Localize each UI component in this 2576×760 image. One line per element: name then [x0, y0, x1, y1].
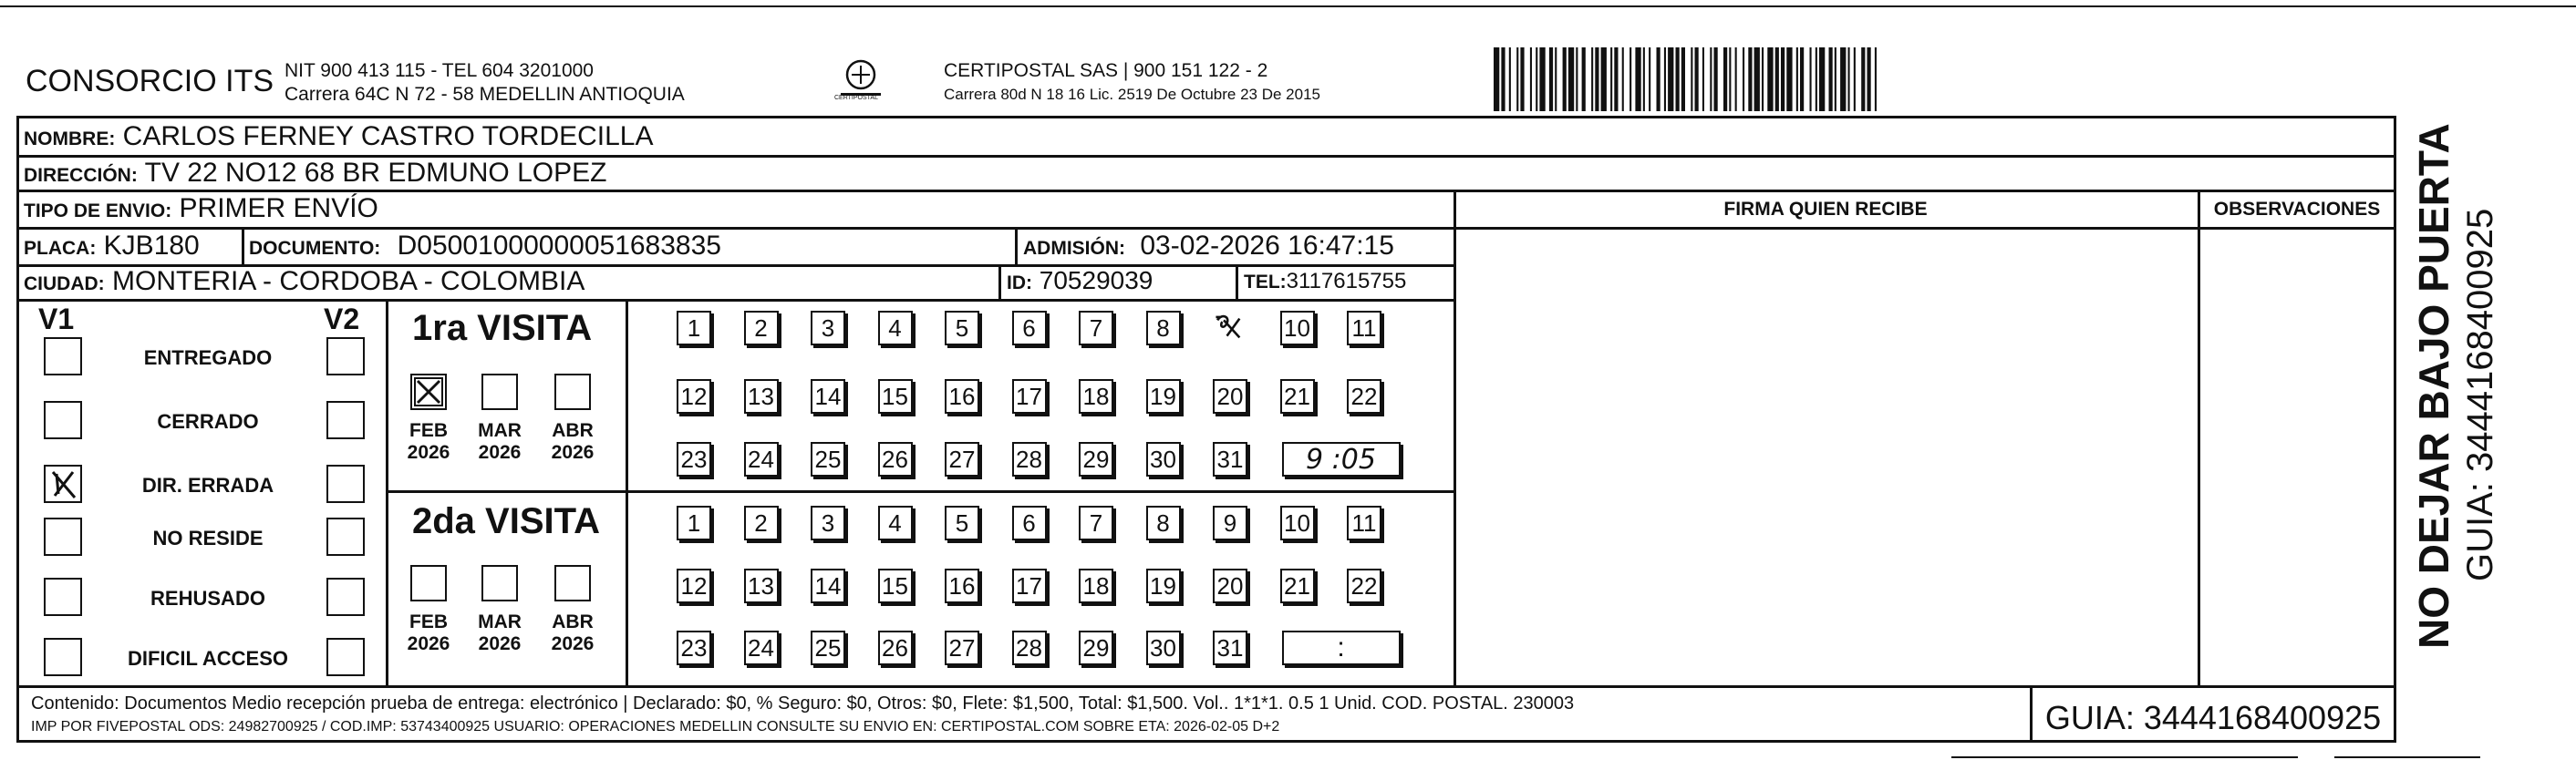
day-box[interactable] [1213, 379, 1247, 414]
company-address: Carrera 64C N 72 - 58 MEDELLIN ANTIOQUIA [284, 84, 685, 105]
id-value: 70529039 [1039, 266, 1154, 294]
day-box[interactable] [811, 506, 845, 540]
day-box[interactable] [878, 631, 913, 665]
day-box[interactable] [1012, 631, 1047, 665]
nombre-label: NOMBRE: [24, 128, 116, 149]
barcode [1494, 47, 2223, 111]
status-label: DIR. ERRADA [141, 474, 274, 497]
day-box[interactable] [1213, 311, 1247, 345]
v1-checkbox[interactable] [44, 465, 82, 503]
month-label: FEB [409, 611, 448, 632]
year-label: 2026 [551, 633, 595, 654]
company-name: CONSORCIO ITS [26, 64, 274, 98]
day-number: 13 [748, 571, 774, 600]
day-box[interactable] [677, 631, 711, 665]
day-number: 15 [882, 382, 908, 410]
day-number: 12 [680, 571, 708, 600]
day-number: 20 [1216, 382, 1244, 410]
day-number: 10 [1284, 508, 1310, 537]
day-box[interactable] [677, 569, 711, 603]
day-box[interactable] [878, 506, 913, 540]
admision-label: ADMISIÓN: [1023, 238, 1125, 259]
tipo-envio-value: PRIMER ENVÍO [179, 193, 378, 223]
handwritten-x-mark-icon [46, 467, 82, 503]
placa-value: KJB180 [103, 231, 200, 261]
day-box[interactable] [1280, 506, 1315, 540]
day-box[interactable] [945, 506, 979, 540]
day-box[interactable] [1012, 379, 1047, 414]
carrier-address: Carrera 80d N 18 16 Lic. 2519 De Octubre 23 De 2015 [944, 86, 1320, 103]
day-number: 3 [821, 313, 835, 342]
day-box[interactable] [1347, 311, 1381, 345]
month-checkbox[interactable] [410, 374, 447, 410]
v2-checkbox[interactable] [326, 337, 365, 375]
day-box[interactable] [1079, 631, 1113, 665]
day-number: 20 [1216, 571, 1244, 600]
admision-value: 03-02-2026 16:47:15 [1140, 231, 1394, 261]
v1-label: V1 [38, 303, 75, 335]
day-number: 29 [1082, 633, 1110, 662]
time-box[interactable] [1282, 442, 1401, 477]
day-number: 15 [882, 571, 908, 600]
handwritten-mark-icon [1213, 310, 1247, 346]
day-box[interactable] [677, 311, 711, 345]
day-number: 23 [680, 633, 708, 662]
month-checkbox[interactable] [481, 565, 518, 601]
day-number: 30 [1150, 633, 1176, 662]
day-number: 16 [948, 382, 976, 410]
day-number: 21 [1284, 571, 1310, 600]
day-box[interactable] [744, 569, 779, 603]
day-box[interactable] [1146, 506, 1181, 540]
day-box[interactable] [1012, 311, 1047, 345]
day-number: 1 [687, 313, 701, 342]
day-number: 14 [814, 382, 842, 410]
day-box[interactable] [677, 442, 711, 477]
day-number: 22 [1350, 382, 1378, 410]
v1-checkbox[interactable] [44, 638, 82, 676]
visit1-title: 1ra VISITA [412, 308, 593, 348]
day-number: 2 [754, 313, 768, 342]
visit2-title: 2da VISITA [412, 501, 600, 541]
day-number: 6 [1022, 313, 1036, 342]
day-box[interactable] [1012, 506, 1047, 540]
v2-checkbox[interactable] [326, 465, 365, 503]
day-box[interactable] [811, 379, 845, 414]
day-number: 4 [888, 508, 902, 537]
status-label: DIFICIL ACCESO [127, 647, 288, 670]
month-label: MAR [478, 420, 522, 441]
day-number: 14 [814, 571, 842, 600]
day-number: 16 [948, 571, 976, 600]
v2-checkbox[interactable] [326, 401, 365, 439]
day-box[interactable] [677, 379, 711, 414]
day-number: 17 [1016, 382, 1042, 410]
month-checkbox[interactable] [554, 374, 591, 410]
day-box[interactable] [878, 379, 913, 414]
day-box[interactable] [878, 311, 913, 345]
day-number: 24 [748, 633, 774, 662]
status-label: CERRADO [157, 410, 259, 433]
day-box[interactable] [945, 631, 979, 665]
documento-label: DOCUMENTO: [249, 238, 381, 259]
day-box[interactable] [1146, 631, 1181, 665]
day-number: 18 [1082, 382, 1110, 410]
day-box[interactable] [945, 442, 979, 477]
day-number: 26 [882, 633, 908, 662]
day-box[interactable] [1012, 569, 1047, 603]
footer-guia: GUIA: 3444168400925 [2044, 699, 2382, 736]
year-label: 2026 [478, 442, 522, 463]
tel-label: TEL: [1244, 272, 1287, 293]
month-checkbox[interactable] [481, 374, 518, 410]
day-number: 28 [1016, 445, 1042, 473]
day-box[interactable] [1079, 506, 1113, 540]
day-number: 3 [821, 508, 835, 537]
documento-value: D05001000000051683835 [397, 231, 721, 261]
day-box[interactable] [744, 311, 779, 345]
day-number: 31 [1216, 633, 1244, 662]
x-mark-icon [412, 375, 445, 408]
direccion-value: TV 22 NO12 68 BR EDMUNO LOPEZ [144, 158, 607, 188]
month-label: MAR [478, 611, 522, 632]
day-number: 24 [748, 445, 774, 473]
day-box[interactable] [1347, 569, 1381, 603]
day-box[interactable] [1146, 442, 1181, 477]
day-number: 7 [1089, 313, 1103, 342]
day-number: 11 [1351, 313, 1377, 342]
side-guia: GUIA: 3444168400925 [2460, 208, 2500, 581]
day-box[interactable] [811, 311, 845, 345]
day-box[interactable] [1079, 442, 1113, 477]
month-label: ABR [552, 611, 594, 632]
placa-label: PLACA: [24, 238, 97, 259]
day-box[interactable] [945, 311, 979, 345]
day-box[interactable] [1146, 311, 1181, 345]
day-box[interactable] [1280, 379, 1315, 414]
nombre-value: CARLOS FERNEY CASTRO TORDECILLA [122, 121, 654, 151]
day-number: 10 [1284, 313, 1310, 342]
side-notice: NO DEJAR BAJO PUERTA [2410, 123, 2457, 649]
tel-value: 3117615755 [1286, 269, 1407, 293]
day-number: 1 [687, 508, 701, 537]
time-value: : [1337, 632, 1345, 662]
day-number: 5 [955, 508, 969, 537]
day-number: 13 [748, 382, 774, 410]
day-box[interactable] [1280, 569, 1315, 603]
logo-caption: CERTIPOSTAL [834, 95, 878, 101]
year-label: 2026 [407, 442, 450, 463]
day-number: 8 [1156, 508, 1170, 537]
day-box[interactable] [677, 506, 711, 540]
day-box[interactable] [811, 569, 845, 603]
year-label: 2026 [407, 633, 450, 654]
day-number: 4 [888, 313, 902, 342]
v2-checkbox[interactable] [326, 638, 365, 676]
time-value: 9 :05 [1306, 443, 1376, 476]
day-number: 6 [1022, 508, 1036, 537]
day-box[interactable] [1347, 379, 1381, 414]
day-number: 27 [948, 445, 976, 473]
tipo-envio-label: TIPO DE ENVIO: [24, 200, 172, 221]
firma-header: FIRMA QUIEN RECIBE [1723, 199, 1928, 220]
day-box[interactable] [744, 631, 779, 665]
year-label: 2026 [478, 633, 522, 654]
day-number: 27 [948, 633, 976, 662]
day-box[interactable] [1079, 569, 1113, 603]
v2-checkbox[interactable] [326, 578, 365, 616]
day-box[interactable] [811, 631, 845, 665]
status-label: REHUSADO [150, 587, 265, 610]
v1-checkbox[interactable] [44, 578, 82, 616]
day-box[interactable] [945, 569, 979, 603]
status-label: NO RESIDE [152, 527, 264, 549]
v1-checkbox[interactable] [44, 518, 82, 556]
day-box[interactable] [1280, 311, 1315, 345]
day-box[interactable] [945, 379, 979, 414]
day-box[interactable] [1146, 569, 1181, 603]
top-edge-line [0, 5, 2576, 7]
carrier-line: CERTIPOSTAL SAS | 900 151 122 - 2 [944, 60, 1268, 81]
day-box[interactable] [1079, 379, 1113, 414]
day-box[interactable] [878, 569, 913, 603]
footer-imp-line: IMP POR FIVEPOSTAL ODS: 24982700925 / COD.IMP: 53743400925 USUARIO: OPERACIONES MEDELLIN CONSULTE SU ENVIO EN: CERTIPOSTAL.COM SOBRE ETA: 2026-02-05 D+2 [31, 719, 1280, 734]
day-number: 21 [1284, 382, 1310, 410]
v2-label: V2 [324, 303, 360, 335]
status-label: ENTREGADO [143, 346, 273, 369]
day-box[interactable] [744, 506, 779, 540]
day-number: 7 [1089, 508, 1103, 537]
day-number: 9 [1223, 508, 1237, 537]
day-box[interactable] [1079, 311, 1113, 345]
day-box[interactable] [1012, 442, 1047, 477]
month-label: FEB [409, 420, 448, 441]
v1-checkbox[interactable] [44, 401, 82, 439]
day-number: 12 [680, 382, 708, 410]
month-checkbox[interactable] [410, 565, 447, 601]
day-number: 22 [1350, 571, 1378, 600]
id-label: ID: [1007, 272, 1032, 293]
company-nit: NIT 900 413 115 - TEL 604 3201000 [284, 60, 594, 81]
day-number: 31 [1216, 445, 1244, 473]
day-number: 29 [1082, 445, 1110, 473]
day-box[interactable] [1213, 569, 1247, 603]
day-number: 30 [1150, 445, 1176, 473]
day-number: 17 [1016, 571, 1042, 600]
day-box[interactable] [1213, 631, 1247, 665]
day-number: 25 [814, 445, 842, 473]
day-box[interactable] [744, 442, 779, 477]
v1-checkbox[interactable] [44, 337, 82, 375]
footer-contenido: Contenido: Documentos Medio recepción prueba de entrega: electrónico | Declarado: $0, % Seguro: $0, Otros: $0, Flete: $1,500, Total: $1,500. Vol.. 1*1*1. 0.5 1 Unid. COD. POSTAL. 230003 [31, 693, 1575, 714]
day-number: 23 [680, 445, 708, 473]
month-checkbox[interactable] [554, 565, 591, 601]
day-number: 18 [1082, 571, 1110, 600]
v2-checkbox[interactable] [326, 518, 365, 556]
day-number: 11 [1351, 508, 1377, 537]
day-box[interactable] [744, 379, 779, 414]
day-number: 19 [1150, 571, 1176, 600]
day-number: 8 [1156, 313, 1170, 342]
day-box[interactable] [1347, 506, 1381, 540]
day-number: 26 [882, 445, 908, 473]
day-box[interactable] [1146, 379, 1181, 414]
observaciones-header: OBSERVACIONES [2213, 199, 2381, 220]
day-number: 28 [1016, 633, 1042, 662]
day-box[interactable] [878, 442, 913, 477]
direccion-label: DIRECCIÓN: [24, 165, 138, 186]
day-number: 5 [955, 313, 969, 342]
day-number: 2 [754, 508, 768, 537]
day-box[interactable] [811, 442, 845, 477]
day-number: 25 [814, 633, 842, 662]
day-box[interactable] [1213, 506, 1247, 540]
month-label: ABR [552, 420, 594, 441]
day-number: 19 [1150, 382, 1176, 410]
ciudad-label: CIUDAD: [24, 273, 105, 294]
ciudad-value: MONTERIA - CORDOBA - COLOMBIA [112, 266, 585, 296]
time-box[interactable] [1282, 631, 1401, 665]
year-label: 2026 [551, 442, 595, 463]
day-box[interactable] [1213, 442, 1247, 477]
